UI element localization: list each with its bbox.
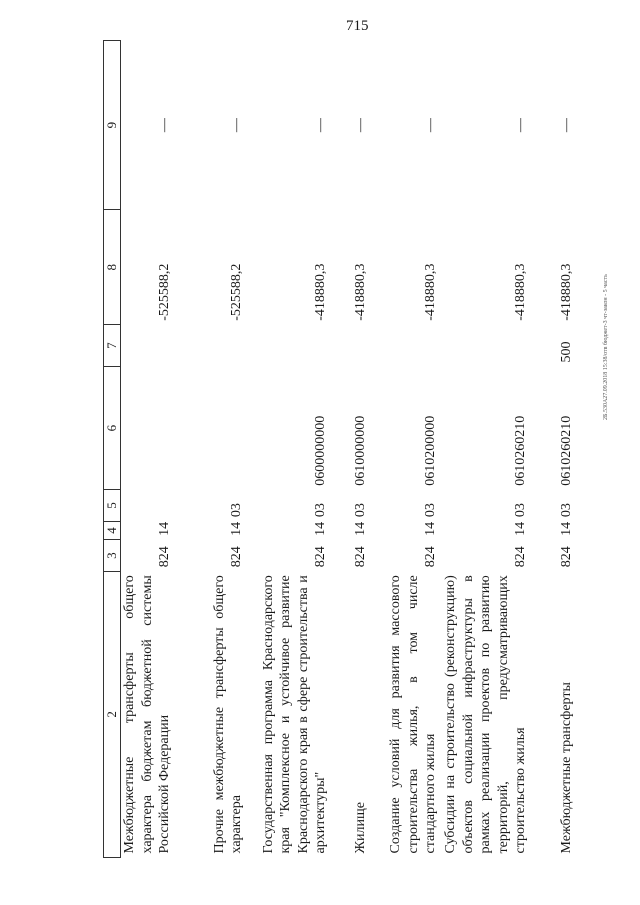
row-name: Субсидии на строительство (реконструкцию) объектов социальной инфраструктуры в рамках реализации проектов по развитию территорий, предусматривающих строительство жилья <box>443 575 529 854</box>
row-name: Жилище <box>353 801 369 854</box>
row-csr <box>121 367 174 490</box>
row-vr <box>121 325 174 367</box>
row-pr: 03 <box>313 503 329 518</box>
budget-table <box>103 40 576 858</box>
row-col9: — <box>353 118 369 133</box>
row-ved: 824 <box>423 546 439 568</box>
header-col-5: 5 <box>104 490 121 521</box>
table-row <box>246 41 330 858</box>
row-col9: — <box>229 118 245 133</box>
row-sum: -418880,3 <box>513 263 529 321</box>
row-rz: 14 <box>559 521 575 536</box>
row-name: Государственная программа Краснодарского края "Комплексное и устойчивое развитие Краснодарского края в сфере строительства и архитектуры" <box>260 575 329 854</box>
row-vr <box>246 325 330 367</box>
header-col-7: 7 <box>104 325 121 367</box>
row-ved: 824 <box>229 546 245 568</box>
row-rz: 14 <box>229 521 245 536</box>
row-rz: 14 <box>157 521 173 536</box>
rotated-table-sheet <box>103 40 575 858</box>
row-rz: 14 <box>313 521 329 536</box>
row-ved: 824 <box>157 546 173 568</box>
side-stamp: 2Б.530А27.09.2018 15:38/отв бюджет-3 чт-закон - 5 часть <box>603 274 609 420</box>
row-ved: 824 <box>513 546 529 568</box>
row-sum: -418880,3 <box>313 263 329 321</box>
row-name: Создание условий для развития массового строительства жилья, в том числе стандартного жилья <box>388 575 439 854</box>
row-col9: — <box>157 118 173 133</box>
row-vr <box>174 325 246 367</box>
row-name: Прочие межбюджетные трансферты общего характера <box>211 575 245 854</box>
table-row <box>440 41 530 858</box>
row-col9: — <box>513 118 529 133</box>
header-col-3: 3 <box>104 540 121 571</box>
row-csr: 0610260210 <box>513 415 529 486</box>
row-rz: 14 <box>513 521 529 536</box>
row-sum: -525588,2 <box>157 263 173 321</box>
table-row <box>121 41 174 858</box>
table-header-row <box>104 41 121 858</box>
header-col-9: 9 <box>104 41 121 210</box>
row-vr <box>440 325 530 367</box>
row-csr: 0600000000 <box>313 415 329 486</box>
table-row <box>530 41 576 858</box>
row-csr: 0610000000 <box>353 415 369 486</box>
row-pr: 03 <box>559 503 575 518</box>
row-pr: 03 <box>353 503 369 518</box>
row-sum: -418880,3 <box>353 263 369 321</box>
row-pr <box>121 490 174 521</box>
row-csr: 0610200000 <box>423 415 439 486</box>
header-col-8: 8 <box>104 210 121 325</box>
row-csr <box>174 367 246 490</box>
row-vr <box>330 325 370 367</box>
row-rz: 14 <box>423 521 439 536</box>
row-name: Межбюджетные трансферты <box>559 682 575 854</box>
row-pr: 03 <box>513 503 529 518</box>
header-col-4: 4 <box>104 521 121 540</box>
table-row <box>370 41 440 858</box>
table-row <box>174 41 246 858</box>
row-sum: -418880,3 <box>559 263 575 321</box>
row-sum: -525588,2 <box>229 263 245 321</box>
row-ved: 824 <box>559 546 575 568</box>
row-ved: 824 <box>313 546 329 568</box>
row-col9: — <box>559 118 575 133</box>
row-rz: 14 <box>353 521 369 536</box>
row-pr: 03 <box>229 503 245 518</box>
page-number: 715 <box>346 18 369 34</box>
row-name: Межбюджетные трансферты общего характера бюджетам бюджетной системы Российской Федерации <box>122 575 173 854</box>
row-vr <box>370 325 440 367</box>
header-col-6: 6 <box>104 367 121 490</box>
row-sum: -418880,3 <box>423 263 439 321</box>
table-row <box>330 41 370 858</box>
row-csr: 0610260210 <box>559 415 575 486</box>
row-col9: — <box>313 118 329 133</box>
row-ved: 824 <box>353 546 369 568</box>
row-pr: 03 <box>423 503 439 518</box>
row-col9: — <box>423 118 439 133</box>
header-col-2: 2 <box>104 571 121 857</box>
row-vr: 500 <box>559 341 575 363</box>
